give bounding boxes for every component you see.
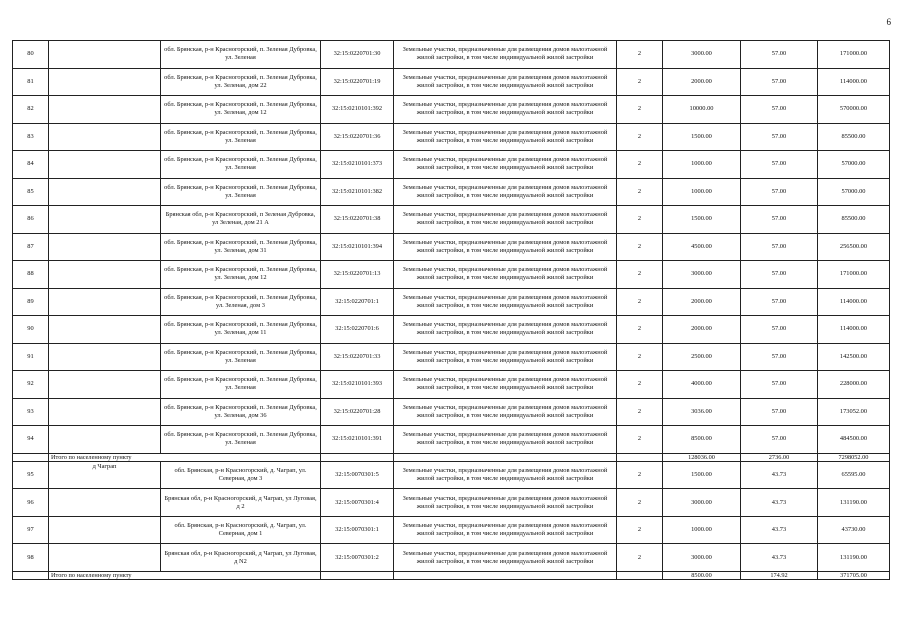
class-cell: 2	[617, 371, 663, 399]
address-cell: обл. Брянская, р-н Красногорский, п. Зеленая Дубровка, ул. Зеленая	[161, 41, 321, 69]
cadastral-number-cell: 32:15:0070301:5	[321, 461, 394, 489]
class-cell: 2	[617, 398, 663, 426]
settlement-name: д Чаграп	[92, 462, 117, 470]
rate-cell: 57.00	[741, 316, 818, 344]
land-use-cell: Земельные участки, предназначенные для размещения домов малоэтажной жилой застройки, в том числе индивидуальной жилой застройки	[394, 178, 617, 206]
address-cell: обл. Брянская, р-н Красногорский, п. Зеленая Дубровка, ул. Зеленая, дом 31	[161, 233, 321, 261]
area-cell: 1500.00	[663, 206, 741, 234]
address-cell: Брянская обл, р-н Красногорский, д Чаграп, ул Луговая, д 2	[161, 489, 321, 517]
rate-cell: 43.73	[741, 516, 818, 544]
address-cell: Брянская обл, р-н Красногорский, п Зеленая Дубровка, ул Зеленая, дом 21 А	[161, 206, 321, 234]
area-cell: 1000.00	[663, 151, 741, 179]
class-cell: 2	[617, 123, 663, 151]
land-use-cell: Земельные участки, предназначенные для размещения домов малоэтажной жилой застройки, в том числе индивидуальной жилой застройки	[394, 343, 617, 371]
area-cell: 8500.00	[663, 426, 741, 454]
cadastral-value-cell: 131190.00	[818, 544, 890, 572]
land-use-cell: Земельные участки, предназначенные для размещения домов малоэтажной жилой застройки, в том числе индивидуальной жилой застройки	[394, 123, 617, 151]
class-cell: 2	[617, 489, 663, 517]
cadastral-number-cell: 32:15:0220701:6	[321, 316, 394, 344]
settlement-cell	[49, 461, 161, 489]
area-cell: 1500.00	[663, 123, 741, 151]
settlement-cell	[49, 426, 161, 454]
cadastral-value-cell: 114000.00	[818, 288, 890, 316]
address-cell: обл. Брянская, р-н Красногорский, п. Зеленая Дубровка, ул. Зеленая, дом 36	[161, 398, 321, 426]
row-number-cell: 98	[13, 544, 49, 572]
rate-cell: 57.00	[741, 371, 818, 399]
total-empty-cell	[13, 571, 49, 579]
row-number-cell: 95	[13, 461, 49, 489]
table-row	[13, 261, 890, 289]
area-cell: 2000.00	[663, 68, 741, 96]
table-row	[13, 489, 890, 517]
cadastral-value-cell: 131190.00	[818, 489, 890, 517]
rate-cell: 57.00	[741, 288, 818, 316]
rate-cell: 57.00	[741, 96, 818, 124]
area-cell: 2000.00	[663, 288, 741, 316]
table-row	[13, 96, 890, 124]
settlement-cell	[49, 371, 161, 399]
area-cell: 3000.00	[663, 41, 741, 69]
cadastral-number-cell: 32:15:0220701:28	[321, 398, 394, 426]
area-cell: 1500.00	[663, 461, 741, 489]
class-cell: 2	[617, 96, 663, 124]
total-rate-cell: 174.92	[741, 571, 818, 579]
land-use-cell: Земельные участки, предназначенные для размещения домов малоэтажной жилой застройки, в том числе индивидуальной жилой застройки	[394, 233, 617, 261]
land-use-cell: Земельные участки, предназначенные для размещения домов малоэтажной жилой застройки, в том числе индивидуальной жилой застройки	[394, 206, 617, 234]
total-row	[13, 453, 890, 461]
cadastral-number-cell: 32:15:0210101:392	[321, 96, 394, 124]
total-value-cell: 7298052.00	[818, 453, 890, 461]
row-number-cell: 91	[13, 343, 49, 371]
cadastral-value-cell: 85500.00	[818, 206, 890, 234]
rate-cell: 43.73	[741, 544, 818, 572]
class-cell: 2	[617, 316, 663, 344]
area-cell: 3000.00	[663, 261, 741, 289]
settlement-cell	[49, 316, 161, 344]
table-row	[13, 206, 890, 234]
land-registry-table	[12, 40, 890, 580]
row-number-cell: 93	[13, 398, 49, 426]
rate-cell: 43.73	[741, 461, 818, 489]
table-row	[13, 461, 890, 489]
class-cell: 2	[617, 41, 663, 69]
settlement-cell	[49, 151, 161, 179]
cadastral-number-cell: 32:15:0220701:38	[321, 206, 394, 234]
cadastral-number-cell: 32:15:0070301:4	[321, 489, 394, 517]
cadastral-value-cell: 171000.00	[818, 41, 890, 69]
cadastral-number-cell: 32:15:0220701:1	[321, 288, 394, 316]
row-number-cell: 89	[13, 288, 49, 316]
cadastral-value-cell: 114000.00	[818, 316, 890, 344]
cadastral-number-cell: 32:15:0220701:30	[321, 41, 394, 69]
cadastral-value-cell: 57000.00	[818, 178, 890, 206]
cadastral-value-cell: 65595.00	[818, 461, 890, 489]
land-use-cell: Земельные участки, предназначенные для размещения домов малоэтажной жилой застройки, в том числе индивидуальной жилой застройки	[394, 261, 617, 289]
area-cell: 3000.00	[663, 544, 741, 572]
rate-cell: 57.00	[741, 343, 818, 371]
settlement-cell	[49, 516, 161, 544]
address-cell: обл. Брянская, р-н Красногорский, п. Зеленая Дубровка, ул. Зеленая	[161, 151, 321, 179]
cadastral-value-cell: 114000.00	[818, 68, 890, 96]
table-row	[13, 544, 890, 572]
land-use-cell: Земельные участки, предназначенные для размещения домов малоэтажной жилой застройки, в том числе индивидуальной жилой застройки	[394, 426, 617, 454]
land-use-cell: Земельные участки, предназначенные для размещения домов малоэтажной жилой застройки, в том числе индивидуальной жилой застройки	[394, 544, 617, 572]
class-cell: 2	[617, 544, 663, 572]
cadastral-value-cell: 256500.00	[818, 233, 890, 261]
class-cell: 2	[617, 516, 663, 544]
cadastral-value-cell: 570000.00	[818, 96, 890, 124]
row-number-cell: 85	[13, 178, 49, 206]
address-cell: обл. Брянская, р-н Красногорский, д. Чаграп, ул. Северная, дом 3	[161, 461, 321, 489]
row-number-cell: 97	[13, 516, 49, 544]
rate-cell: 57.00	[741, 123, 818, 151]
cadastral-value-cell: 85500.00	[818, 123, 890, 151]
address-cell: обл. Брянская, р-н Красногорский, п. Зеленая Дубровка, ул. Зеленая, дом 12	[161, 96, 321, 124]
table-row	[13, 178, 890, 206]
total-empty-cell	[617, 571, 663, 579]
class-cell: 2	[617, 426, 663, 454]
address-cell: обл. Брянская, р-н Красногорский, п. Зеленая Дубровка, ул. Зеленая, дом 22	[161, 68, 321, 96]
cadastral-number-cell: 32:15:0220701:36	[321, 123, 394, 151]
row-number-cell: 92	[13, 371, 49, 399]
row-number-cell: 86	[13, 206, 49, 234]
cadastral-number-cell: 32:15:0210101:373	[321, 151, 394, 179]
area-cell: 1000.00	[663, 516, 741, 544]
settlement-cell	[49, 206, 161, 234]
land-use-cell: Земельные участки, предназначенные для размещения домов малоэтажной жилой застройки, в том числе индивидуальной жилой застройки	[394, 489, 617, 517]
total-empty-cell	[394, 571, 617, 579]
table-row	[13, 343, 890, 371]
cadastral-value-cell: 228000.00	[818, 371, 890, 399]
settlement-cell	[49, 96, 161, 124]
row-number-cell: 82	[13, 96, 49, 124]
settlement-cell	[49, 178, 161, 206]
land-use-cell: Земельные участки, предназначенные для размещения домов малоэтажной жилой застройки, в том числе индивидуальной жилой застройки	[394, 461, 617, 489]
area-cell: 2500.00	[663, 343, 741, 371]
area-cell: 4500.00	[663, 233, 741, 261]
cadastral-number-cell: 32:15:0070301:2	[321, 544, 394, 572]
cadastral-value-cell: 484500.00	[818, 426, 890, 454]
row-number-cell: 81	[13, 68, 49, 96]
total-area-cell: 8500.00	[663, 571, 741, 579]
area-cell: 3000.00	[663, 489, 741, 517]
total-empty-cell	[321, 571, 394, 579]
rate-cell: 57.00	[741, 206, 818, 234]
cadastral-value-cell: 142500.00	[818, 343, 890, 371]
table-row	[13, 371, 890, 399]
settlement-cell	[49, 489, 161, 517]
address-cell: обл. Брянская, р-н Красногорский, п. Зеленая Дубровка, ул. Зеленая, дом 12	[161, 261, 321, 289]
page-number: 6	[886, 17, 891, 27]
rate-cell: 57.00	[741, 233, 818, 261]
row-number-cell: 94	[13, 426, 49, 454]
table-row	[13, 68, 890, 96]
settlement-cell	[49, 68, 161, 96]
total-empty-cell	[394, 453, 617, 461]
table-row	[13, 516, 890, 544]
settlement-cell	[49, 544, 161, 572]
settlement-cell	[49, 288, 161, 316]
table-row	[13, 123, 890, 151]
cadastral-number-cell: 32:15:0070301:1	[321, 516, 394, 544]
total-label-cell: Итого по населенному пункту	[49, 453, 321, 461]
rate-cell: 57.00	[741, 261, 818, 289]
rate-cell: 57.00	[741, 68, 818, 96]
settlement-cell	[49, 398, 161, 426]
area-cell: 3036.00	[663, 398, 741, 426]
table-row	[13, 41, 890, 69]
row-number-cell: 83	[13, 123, 49, 151]
total-value-cell: 371705.00	[818, 571, 890, 579]
class-cell: 2	[617, 151, 663, 179]
table-row	[13, 288, 890, 316]
land-use-cell: Земельные участки, предназначенные для размещения домов малоэтажной жилой застройки, в том числе индивидуальной жилой застройки	[394, 41, 617, 69]
cadastral-number-cell: 32:15:0220701:33	[321, 343, 394, 371]
settlement-cell	[49, 233, 161, 261]
address-cell: обл. Брянская, р-н Красногорский, п. Зеленая Дубровка, ул. Зеленая	[161, 343, 321, 371]
address-cell: Брянская обл, р-н Красногорский, д Чаграп, ул Луговая, д N2	[161, 544, 321, 572]
address-cell: обл. Брянская, р-н Красногорский, п. Зеленая Дубровка, ул. Зеленая, дом 3	[161, 288, 321, 316]
cadastral-number-cell: 32:15:0220701:19	[321, 68, 394, 96]
settlement-cell	[49, 343, 161, 371]
table-row	[13, 233, 890, 261]
row-number-cell: 90	[13, 316, 49, 344]
address-cell: обл. Брянская, р-н Красногорский, д. Чаграп, ул. Северная, дом 1	[161, 516, 321, 544]
land-use-cell: Земельные участки, предназначенные для размещения домов малоэтажной жилой застройки, в том числе индивидуальной жилой застройки	[394, 316, 617, 344]
row-number-cell: 96	[13, 489, 49, 517]
area-cell: 4000.00	[663, 371, 741, 399]
land-use-cell: Земельные участки, предназначенные для размещения домов малоэтажной жилой застройки, в том числе индивидуальной жилой застройки	[394, 398, 617, 426]
total-empty-cell	[321, 453, 394, 461]
cadastral-value-cell: 173052.00	[818, 398, 890, 426]
total-area-cell: 128036.00	[663, 453, 741, 461]
class-cell: 2	[617, 343, 663, 371]
class-cell: 2	[617, 288, 663, 316]
table-row	[13, 151, 890, 179]
cadastral-value-cell: 171000.00	[818, 261, 890, 289]
row-number-cell: 84	[13, 151, 49, 179]
total-empty-cell	[13, 453, 49, 461]
address-cell: обл. Брянская, р-н Красногорский, п. Зеленая Дубровка, ул. Зеленая	[161, 426, 321, 454]
land-use-cell: Земельные участки, предназначенные для размещения домов малоэтажной жилой застройки, в том числе индивидуальной жилой застройки	[394, 371, 617, 399]
table-row	[13, 316, 890, 344]
land-use-cell: Земельные участки, предназначенные для размещения домов малоэтажной жилой застройки, в том числе индивидуальной жилой застройки	[394, 516, 617, 544]
area-cell: 10000.00	[663, 96, 741, 124]
cadastral-value-cell: 43730.00	[818, 516, 890, 544]
rate-cell: 43.73	[741, 489, 818, 517]
cadastral-number-cell: 32:15:0210101:393	[321, 371, 394, 399]
rate-cell: 57.00	[741, 178, 818, 206]
class-cell: 2	[617, 233, 663, 261]
cadastral-number-cell: 32:15:0210101:382	[321, 178, 394, 206]
land-use-cell: Земельные участки, предназначенные для размещения домов малоэтажной жилой застройки, в том числе индивидуальной жилой застройки	[394, 288, 617, 316]
row-number-cell: 87	[13, 233, 49, 261]
total-rate-cell: 2736.00	[741, 453, 818, 461]
land-use-cell: Земельные участки, предназначенные для размещения домов малоэтажной жилой застройки, в том числе индивидуальной жилой застройки	[394, 68, 617, 96]
area-cell: 1000.00	[663, 178, 741, 206]
cadastral-value-cell: 57000.00	[818, 151, 890, 179]
address-cell: обл. Брянская, р-н Красногорский, п. Зеленая Дубровка, ул. Зеленая	[161, 178, 321, 206]
land-use-cell: Земельные участки, предназначенные для размещения домов малоэтажной жилой застройки, в том числе индивидуальной жилой застройки	[394, 96, 617, 124]
area-cell: 2000.00	[663, 316, 741, 344]
class-cell: 2	[617, 68, 663, 96]
cadastral-number-cell: 32:15:0210101:394	[321, 233, 394, 261]
class-cell: 2	[617, 261, 663, 289]
address-cell: обл. Брянская, р-н Красногорский, п. Зеленая Дубровка, ул. Зеленая	[161, 123, 321, 151]
table-row	[13, 398, 890, 426]
row-number-cell: 80	[13, 41, 49, 69]
row-number-cell: 88	[13, 261, 49, 289]
class-cell: 2	[617, 461, 663, 489]
total-empty-cell	[617, 453, 663, 461]
cadastral-number-cell: 32:15:0220701:13	[321, 261, 394, 289]
rate-cell: 57.00	[741, 426, 818, 454]
address-cell: обл. Брянская, р-н Красногорский, п. Зеленая Дубровка, ул. Зеленая	[161, 371, 321, 399]
settlement-cell	[49, 123, 161, 151]
table-row	[13, 426, 890, 454]
rate-cell: 57.00	[741, 41, 818, 69]
total-label-cell: Итого по населенному пункту	[49, 571, 321, 579]
rate-cell: 57.00	[741, 151, 818, 179]
land-use-cell: Земельные участки, предназначенные для размещения домов малоэтажной жилой застройки, в том числе индивидуальной жилой застройки	[394, 151, 617, 179]
settlement-cell	[49, 41, 161, 69]
cadastral-number-cell: 32:15:0210101:391	[321, 426, 394, 454]
settlement-cell	[49, 261, 161, 289]
address-cell: обл. Брянская, р-н Красногорский, п. Зеленая Дубровка, ул. Зеленая, дом 11	[161, 316, 321, 344]
class-cell: 2	[617, 206, 663, 234]
rate-cell: 57.00	[741, 398, 818, 426]
total-row	[13, 571, 890, 579]
class-cell: 2	[617, 178, 663, 206]
